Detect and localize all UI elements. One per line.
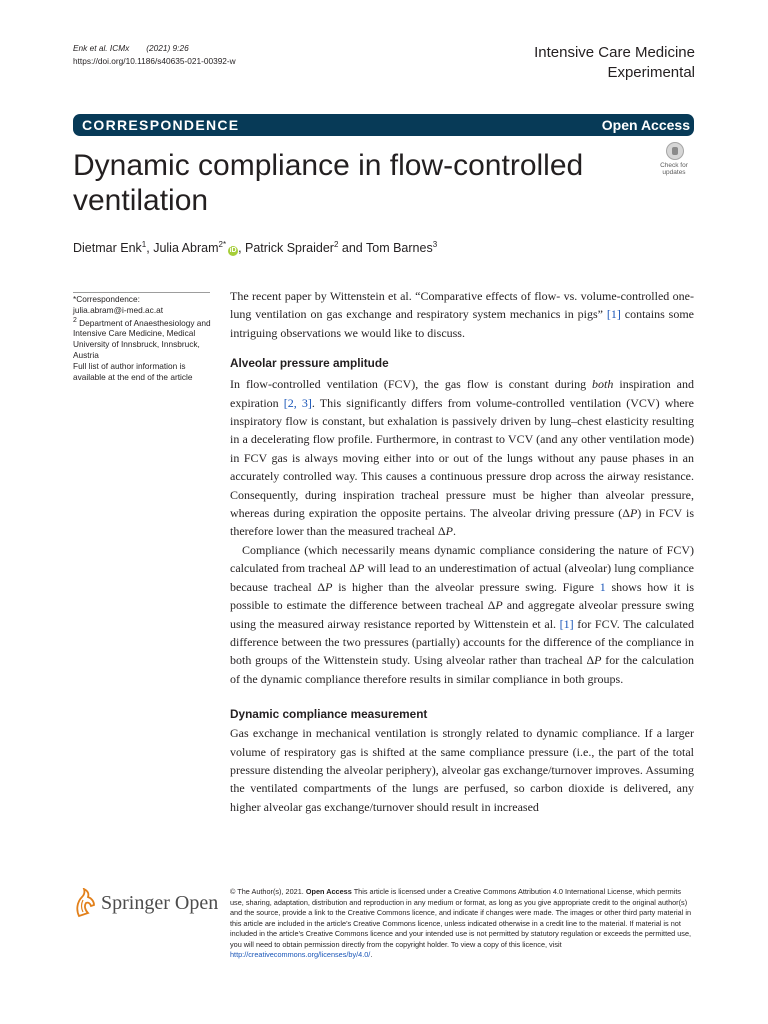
author-affiliation-sup: 3 — [432, 240, 438, 249]
check-for-updates-line1: Check for — [660, 162, 688, 169]
author-list: Dietmar Enk$^1$, Julia Abram$^{2*}$iD , Patrick Spraider$^2$ and Tom Barnes$^3$ — [73, 240, 438, 256]
body-text: is higher than the alveolar pressure swing. Figure — [332, 579, 594, 594]
license-text: This article is licensed under a Creative Commons Attribution 4.0 International License, which permits use, sharing, adaptation, distribution and reproduction in any medium or format, as long as you give appropriate credit to the original author(s) and the source, provide a link to the Creative Commons licence, and indicate if changes were made. The images or other third party material in this article are included in the article’s Creative Commons licence, unless indicated otherwise in a credit line to the material. If material is not included in the article’s Creative Commons licence and your intended use is not permitted by statutory regulation or exceeds the permitted use, you will need to obtain permission directly from the copyright holder. To view a copy of this licence, visit — [230, 887, 692, 949]
body-text: for the calculation of the dynamic compliance therefore results in similar compliance in both groups. — [230, 653, 694, 686]
publisher-name — [101, 891, 218, 915]
affiliation-sup: 2 — [73, 316, 77, 324]
springer-open-logo[interactable] — [73, 888, 223, 918]
math-var: P — [629, 506, 638, 521]
affiliation-body: Department of Anaesthesiology and Intensive Care Medicine, Medical University of Innsbruck, Innsbruck, Austria — [73, 317, 211, 361]
author-affiliation-sup: 1 — [141, 240, 147, 249]
article-body — [230, 287, 694, 816]
body-text: inspiration and expiration — [230, 377, 695, 410]
correspondence-label: *Correspondence: — [73, 294, 140, 304]
author-name[interactable]: Dietmar Enk — [73, 241, 142, 256]
sidebar-divider — [73, 292, 210, 293]
section-heading-dynamic: Dynamic compliance measurement — [230, 707, 428, 722]
citation-year: (2021) 9:26 — [146, 43, 189, 53]
license-statement — [230, 887, 696, 961]
citation-line — [73, 42, 236, 55]
article-type-label: CORRESPONDENCE — [82, 117, 240, 133]
license-end: . — [370, 950, 373, 959]
article-type-banner — [73, 114, 694, 136]
journal-name-line1: Intensive Care Medicine — [534, 44, 695, 61]
section-heading-alveolar: Alveolar pressure amplitude — [230, 356, 389, 371]
reference-link[interactable]: [2, 3] — [283, 395, 312, 410]
emphasis-text: both — [592, 377, 614, 392]
body-text: In flow-controlled ventilation (FCV), the gas flow is constant during — [230, 377, 587, 392]
author-affiliation-sup: 2* — [218, 240, 227, 249]
journal-name[interactable] — [534, 43, 695, 83]
reference-link[interactable]: [1] — [606, 307, 621, 322]
body-text: Compliance (which necessarily means dynamic compliance considering the nature of FCV) calculated from tracheal Δ — [230, 542, 694, 576]
author-name[interactable]: Patrick Spraider — [245, 241, 334, 256]
body-paragraph: Gas exchange in mechanical ventilation is strongly related to dynamic compliance. If a larger volume of respiratory gas is shifted at the same compliance pressure (i.e., the part of the total pressure distending the alveolar periphery), alveolar gas exchange/turnover improves. Assuming the ventilated compartments of the lungs are perfused, so carbon dioxide is delivered, any higher alveolar gas exchange/turnover should result in increased — [230, 726, 694, 814]
doi-link[interactable]: https://doi.org/10.1186/s40635-021-00392-w — [73, 55, 236, 66]
intro-paragraph — [230, 287, 694, 342]
check-for-updates-line2: updates — [662, 169, 686, 176]
author-name[interactable]: Julia Abram — [153, 241, 219, 256]
figure-link[interactable]: 1 — [599, 579, 606, 594]
body-text: ) in FCV is therefore lower than the measured tracheal Δ — [230, 506, 695, 539]
math-var: P — [325, 579, 333, 594]
citation-authors: Enk et al. ICMx — [73, 43, 130, 53]
math-var: P — [356, 561, 365, 576]
check-for-updates-button[interactable] — [654, 140, 694, 180]
intro-text-end: contains some intriguing observations we would like to discuss. — [230, 307, 694, 340]
body-text: for FCV. The calculated difference between the two pressures (partially) accounts for the difference of the compliance in both groups of the Wittenstein study. Using alveolar rather than tracheal Δ — [230, 616, 694, 668]
body-paragraph — [230, 375, 694, 541]
journal-name-line2: Experimental — [607, 64, 695, 81]
license-copyright: © The Author(s), 2021. — [230, 887, 304, 896]
check-for-updates-icon — [666, 142, 684, 160]
body-text: and aggregate alveolar pressure swing using the measured airway resistance reported by Wittenstein et al. — [230, 598, 694, 631]
affiliation-text — [73, 316, 213, 361]
body-text: will lead to an underestimation of actual (alveolar) lung compliance because tracheal Δ — [230, 561, 694, 594]
body-text: shows how it is possible to estimate the difference between tracheal Δ — [230, 579, 695, 613]
orcid-icon[interactable]: iD — [229, 247, 237, 255]
publisher-name-a: Springer — [101, 892, 170, 914]
springer-horse-logo-icon — [73, 888, 97, 918]
citation-block — [73, 42, 236, 67]
correspondence-email[interactable]: julia.abram@i-med.ac.at — [73, 304, 164, 315]
check-for-updates-label — [654, 162, 694, 176]
license-link[interactable]: http://creativecommons.org/licenses/by/4.0/ — [230, 950, 371, 959]
license-open-access: Open Access — [305, 887, 352, 896]
publisher-name-b: Open — [174, 892, 219, 914]
reference-link[interactable]: [1] — [559, 616, 574, 631]
math-var: P — [594, 653, 602, 668]
author-and: and — [341, 241, 363, 256]
body-text: . — [452, 524, 456, 539]
math-var: P — [445, 524, 453, 539]
open-access-label[interactable]: Open Access — [601, 117, 690, 133]
correspondence-sidebar — [73, 294, 213, 383]
article-title: Dynamic compliance in flow-controlled ventilation — [73, 149, 584, 217]
intro-text: The recent paper by Wittenstein et al. “Comparative effects of flow- vs. volume-controlled one-lung ventilation on gas exchange and respiratory system mechanics in pigs” — [230, 289, 694, 322]
body-paragraph — [230, 541, 694, 688]
body-text: . This significantly differs from volume-controlled ventilation (VCV) where inspiratory flow is constant, but exhalation is passively driven by lung–chest elasticity resulting in a decelerating flow profile. Furthermore, in contrast to VCV (and any other ventilation mode) in FCV gas is always moving either into or out of the lungs without any pause phases in an accurately controlled way. This causes a continuous pressure drop across the airway resistance. Consequently, during inspiration tracheal pressure must be higher than alveolar pressure, whereas during expiration the opposite pertains. The alveolar driving pressure (Δ — [230, 395, 695, 521]
author-info-note: Full list of author information is available at the end of the article — [73, 361, 193, 383]
math-var: P — [495, 598, 503, 613]
author-name[interactable]: Tom Barnes — [366, 241, 433, 256]
author-affiliation-sup: 2 — [333, 240, 339, 249]
